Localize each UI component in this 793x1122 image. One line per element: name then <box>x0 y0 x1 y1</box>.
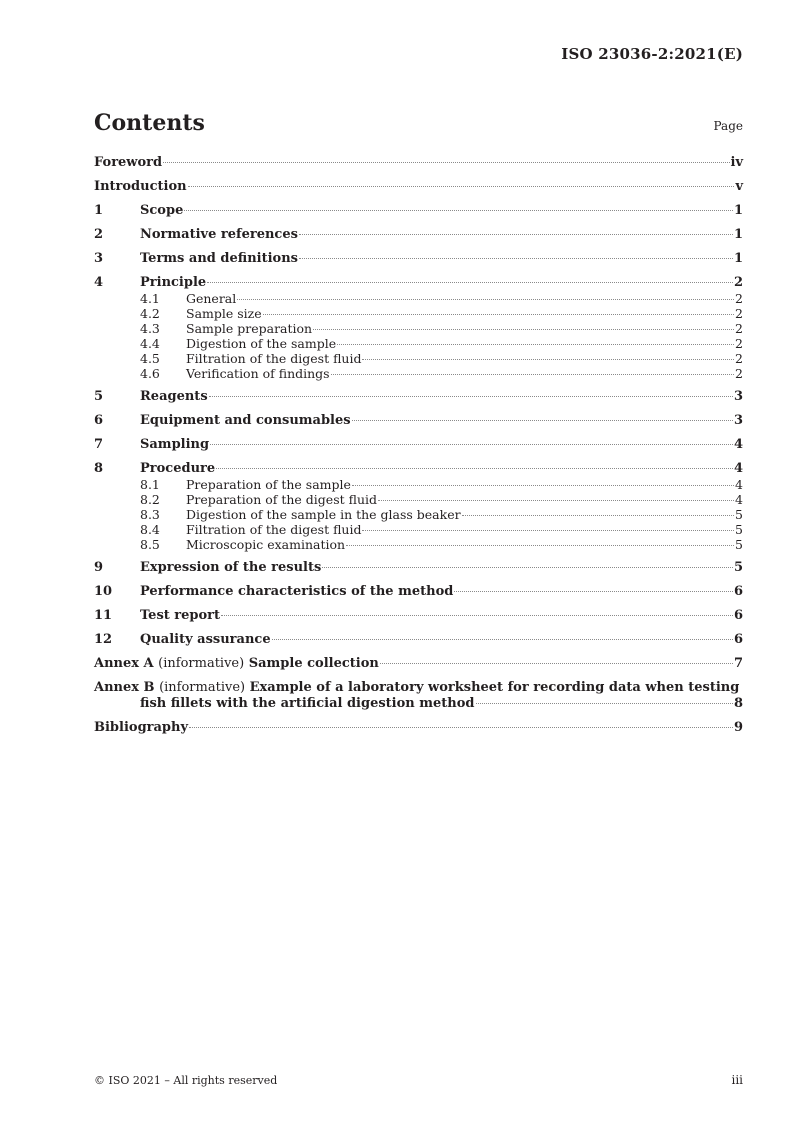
toc-entry-number: 4.4 <box>140 336 160 351</box>
toc-entry-page: 2 <box>735 366 743 381</box>
toc-entry-title: General <box>186 291 237 306</box>
toc-entry-title: Sampling <box>140 437 210 452</box>
toc-entry-page: 4 <box>735 477 743 492</box>
dot-leader <box>462 515 734 516</box>
toc-subentry-filtration-of-digest-fluid-2[interactable] <box>94 522 743 537</box>
toc-entry-number: 10 <box>94 584 113 599</box>
toc-entry-title: Sample size <box>186 306 262 321</box>
toc-entry-title: Introduction <box>94 179 187 194</box>
toc-entry-page: 2 <box>735 336 743 351</box>
toc-entry-title: Normative references <box>140 227 298 242</box>
toc-entry-title: Preparation of the digest fluid <box>186 492 378 507</box>
dot-leader <box>188 186 735 187</box>
toc-entry-page: 2 <box>735 306 743 321</box>
toc-entry-foreword[interactable] <box>94 155 743 171</box>
toc-entry-page: 9 <box>733 720 743 735</box>
toc-entry-title: Performance characteristics of the method <box>140 584 454 599</box>
toc-subentry-general[interactable] <box>94 291 743 306</box>
toc-entry-page: 3 <box>733 389 743 404</box>
toc-entry-page: 2 <box>735 291 743 306</box>
toc-entry-number: 7 <box>94 437 104 452</box>
annex-title: Example of a laboratory worksheet for recording data when testing <box>249 680 740 695</box>
toc-entry-page: 1 <box>733 203 743 218</box>
dot-leader <box>362 530 734 531</box>
toc-entry-quality-assurance[interactable] <box>94 632 743 648</box>
toc-entry-principle[interactable] <box>94 275 743 291</box>
toc-subentry-filtration-of-digest-fluid[interactable] <box>94 351 743 366</box>
toc-entry-number: 12 <box>94 632 113 647</box>
toc-entry-introduction[interactable] <box>94 179 743 195</box>
dot-leader <box>207 282 733 283</box>
annex-title: Sample collection <box>248 656 379 671</box>
dot-leader <box>210 444 733 445</box>
toc-entry-title: Filtration of the digest fluid <box>186 522 362 537</box>
toc-entry-number: 8.2 <box>140 492 160 507</box>
dot-leader <box>237 299 734 300</box>
dot-leader <box>263 314 734 315</box>
dot-leader <box>221 615 733 616</box>
toc-entry-page: 6 <box>733 584 743 599</box>
toc-subentry-verification-of-findings[interactable] <box>94 366 743 381</box>
toc-entry-sampling[interactable] <box>94 437 743 453</box>
toc-entry-title: Filtration of the digest fluid <box>186 351 362 366</box>
toc-entry-page: 2 <box>733 275 743 290</box>
toc-entry-number: 4.2 <box>140 306 160 321</box>
toc-entry-number: 4.6 <box>140 366 160 381</box>
toc-entry-page: 8 <box>733 696 743 711</box>
dot-leader <box>313 329 734 330</box>
toc-entry-title: Preparation of the sample <box>186 477 351 492</box>
toc-entry-annex-b-line1 <box>94 680 743 696</box>
toc-entry-title: Principle <box>140 275 207 290</box>
dot-leader <box>299 258 733 259</box>
toc-entry-number: 5 <box>94 389 104 404</box>
toc-entry-title: Quality assurance <box>140 632 271 647</box>
annex-title-continued: fish fillets with the artificial digestion method <box>140 696 475 711</box>
dot-leader <box>346 545 734 546</box>
annex-type: (informative) <box>158 656 245 671</box>
toc-entry-title <box>94 656 379 672</box>
dot-leader <box>352 420 733 421</box>
dot-leader <box>299 234 733 235</box>
toc-entry-title: Expression of the results <box>140 560 322 575</box>
annex-type: (informative) <box>159 680 246 695</box>
dot-leader <box>331 374 734 375</box>
dot-leader <box>189 727 733 728</box>
dot-leader <box>380 663 733 664</box>
toc-entry-page: 5 <box>735 522 743 537</box>
toc-subentry-digestion-of-the-sample[interactable] <box>94 336 743 351</box>
toc-entry-annex-a[interactable] <box>94 656 743 672</box>
toc-entry-number: 4.1 <box>140 291 160 306</box>
toc-entry-page: 5 <box>733 560 743 575</box>
toc-entry-title: Scope <box>140 203 184 218</box>
footer-copyright: © ISO 2021 – All rights reserved <box>94 1074 278 1087</box>
toc-subentry-sample-preparation[interactable] <box>94 321 743 336</box>
dot-leader <box>184 210 733 211</box>
toc-entry-title: Test report <box>140 608 221 623</box>
toc-entry-number: 6 <box>94 413 104 428</box>
toc-entry-number: 1 <box>94 203 104 218</box>
toc-entry-title: Digestion of the sample in the glass beaker <box>186 507 461 522</box>
toc-entry-title: Terms and definitions <box>140 251 298 266</box>
toc-entry-page: 6 <box>733 608 743 623</box>
annex-label: Annex B <box>94 680 155 695</box>
dot-leader <box>216 468 733 469</box>
toc-entry-number: 4.3 <box>140 321 160 336</box>
toc-entry-title: Procedure <box>140 461 216 476</box>
footer-page-number: iii <box>731 1073 743 1087</box>
toc-entry-equipment-and-consumables[interactable] <box>94 413 743 429</box>
toc-entry-title <box>94 680 739 696</box>
toc-entry-normative-references[interactable] <box>94 227 743 243</box>
toc-subentry-microscopic-examination[interactable] <box>94 537 743 552</box>
toc-subentry-sample-size[interactable] <box>94 306 743 321</box>
dot-leader <box>378 500 734 501</box>
toc-entry-number: 9 <box>94 560 104 575</box>
page-column-label: Page <box>713 119 743 133</box>
toc-entry-number: 4.5 <box>140 351 160 366</box>
document-code: ISO 23036-2:2021(E) <box>561 45 743 63</box>
toc-entry-number: 4 <box>94 275 104 290</box>
dot-leader <box>362 359 734 360</box>
toc-entry-page: 4 <box>733 461 743 476</box>
toc-entry-title: Reagents <box>140 389 208 404</box>
toc-entry-title: Bibliography <box>94 720 189 735</box>
toc-entry-page: iv <box>730 155 743 170</box>
toc-entry-performance-characteristics[interactable] <box>94 584 743 600</box>
toc-entry-page: 4 <box>735 492 743 507</box>
dot-leader <box>352 485 734 486</box>
toc-entry-page: 3 <box>733 413 743 428</box>
toc-entry-number: 8.1 <box>140 477 160 492</box>
toc-entry-page: 5 <box>735 537 743 552</box>
table-of-contents <box>94 155 743 736</box>
toc-entry-number: 8 <box>94 461 104 476</box>
toc-entry-page: 2 <box>735 321 743 336</box>
dot-leader <box>272 639 733 640</box>
toc-entry-page: 1 <box>733 227 743 242</box>
contents-title: Contents <box>94 110 205 136</box>
toc-entry-reagents[interactable] <box>94 389 743 405</box>
toc-subentry-preparation-of-digest-fluid[interactable] <box>94 492 743 507</box>
dot-leader <box>337 344 734 345</box>
toc-entry-terms-and-definitions[interactable] <box>94 251 743 267</box>
toc-entry-title: Foreword <box>94 155 163 170</box>
toc-subentry-digestion-in-glass-beaker[interactable] <box>94 507 743 522</box>
toc-subentry-preparation-of-sample[interactable] <box>94 477 743 492</box>
toc-entry-annex-b[interactable] <box>94 680 743 712</box>
toc-entry-number: 8.4 <box>140 522 160 537</box>
toc-entry-expression-of-results[interactable] <box>94 560 743 576</box>
toc-entry-number: 2 <box>94 227 104 242</box>
toc-entry-page: 5 <box>735 507 743 522</box>
toc-entry-title: Verification of findings <box>186 366 330 381</box>
toc-entry-title: Microscopic examination <box>186 537 346 552</box>
dot-leader <box>454 591 733 592</box>
toc-entry-page: 1 <box>733 251 743 266</box>
dot-leader <box>322 567 733 568</box>
toc-entry-scope[interactable] <box>94 203 743 219</box>
toc-entry-test-report[interactable] <box>94 608 743 624</box>
dot-leader <box>209 396 733 397</box>
toc-entry-annex-b-line2 <box>94 696 743 712</box>
toc-entry-page: 4 <box>733 437 743 452</box>
toc-entry-number: 8.5 <box>140 537 160 552</box>
annex-label: Annex A <box>94 656 154 671</box>
dot-leader <box>476 703 733 704</box>
toc-entry-procedure[interactable] <box>94 461 743 477</box>
toc-entry-page: 2 <box>735 351 743 366</box>
toc-entry-page: 6 <box>733 632 743 647</box>
toc-entry-page: v <box>735 179 743 194</box>
toc-entry-title: Equipment and consumables <box>140 413 351 428</box>
toc-entry-number: 3 <box>94 251 104 266</box>
toc-entry-bibliography[interactable] <box>94 720 743 736</box>
dot-leader <box>163 162 729 163</box>
toc-entry-number: 8.3 <box>140 507 160 522</box>
toc-entry-title: Digestion of the sample <box>186 336 337 351</box>
toc-entry-number: 11 <box>94 608 113 623</box>
toc-entry-page: 7 <box>733 656 743 671</box>
toc-entry-title: Sample preparation <box>186 321 313 336</box>
